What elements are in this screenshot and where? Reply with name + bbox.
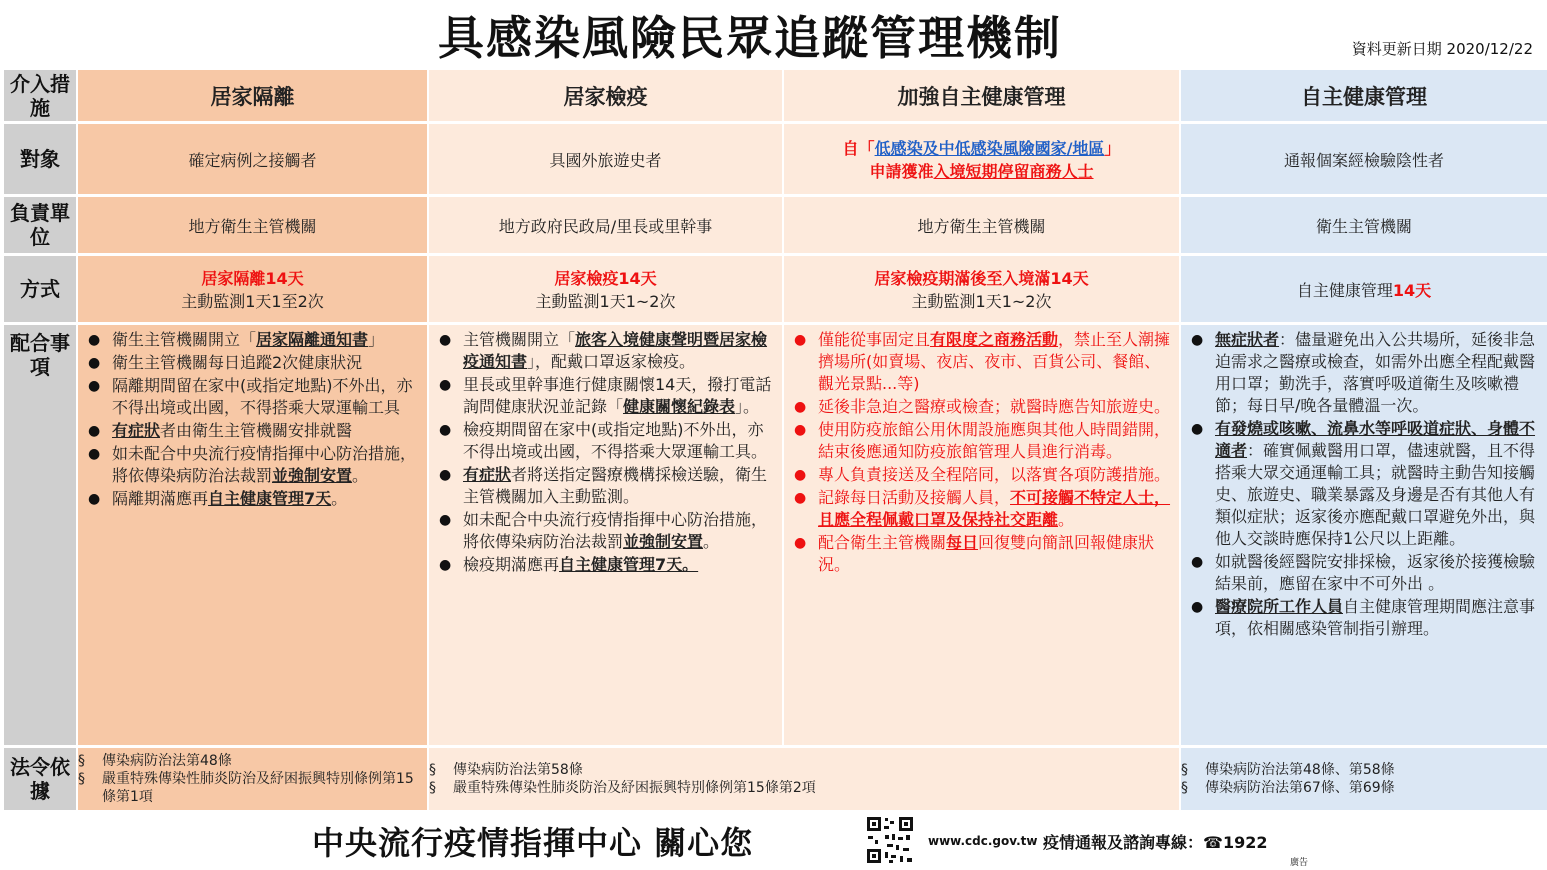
row-head-law: 法令依據 [4,748,76,810]
note-item: ● 如未配合中央流行疫情指揮中心防治措施，將依傳染病防治法裁罰並強制安置。 [86,443,419,487]
notes-home-isolation [78,325,427,745]
law-self-health [1181,748,1547,810]
notes-row [4,325,1547,745]
note-item: ● 主管機關開立「旅客入境健康聲明暨居家檢疫通知書」，配戴口罩返家檢疫。 [437,329,774,373]
update-date: 資料更新日期 2020/12/22 [1351,40,1533,58]
law-row [4,748,1547,810]
unit-self-health: 衛生主管機關 [1181,197,1547,253]
target-self-health: 通報個案經檢驗陰性者 [1181,124,1547,194]
row-head-notes: 配合事項 [4,325,76,745]
low-risk-countries-link[interactable]: 低感染及中低感染風險國家/地區 [874,139,1105,158]
note-item: ● 衛生主管機關開立「居家隔離通知書」 [86,329,419,351]
law-item: § 傳染病防治法第48條 [78,753,232,769]
phone-icon: ☎ [1203,833,1223,852]
notes-self-health [1181,325,1547,745]
note-item: ● 檢疫期滿應再自主健康管理7天。 [437,554,774,576]
method-home-quarantine: 居家檢疫14天 主動監測1天1~2次 [429,256,782,322]
note-item: ● 無症狀者：儘量避免出入公共場所，延後非急迫需求之醫療或檢查，如需外出應全程配戴醫用口罩；勤洗手，落實呼吸道衛生及咳嗽禮節；每日早/晚各量體溫一次。 [1189,329,1539,417]
note-item: ● 配合衛生主管機關每日回復雙向簡訊回報健康狀況。 [792,532,1171,576]
management-table [2,70,1547,810]
note-item: ● 衛生主管機關每日追蹤2次健康狀況 [86,352,419,374]
unit-enhanced-self-health: 地方衛生主管機關 [784,197,1179,253]
row-head-target: 對象 [4,124,76,194]
page-title: 具感染風險民眾追蹤管理機制 [438,11,1062,65]
footer-slogan: 中央流行疫情指揮中心 關心您 [312,824,754,862]
law-item: § 嚴重特殊傳染性肺炎防治及紓困振興特別條例第15條第2項 [429,780,816,796]
note-item: ● 如就醫後經醫院安排採檢，返家後於接獲檢驗結果前，應留在家中不可外出 。 [1189,551,1539,595]
note-item: ● 有發燒或咳嗽、流鼻水等呼吸道症狀、身體不適者：確實佩戴醫用口罩，儘速就醫，且不得搭乘大眾交通運輸工具；就醫時主動告知接觸史、旅遊史、職業暴露及身邊是否有其他人有類似症狀；返家後亦應配戴口罩避免外出，與他人交談時應保持1公尺以上距離。 [1189,418,1539,550]
qr-code-icon [865,815,915,865]
note-item: ● 僅能從事固定且有限度之商務活動，禁止至人潮擁擠場所(如賣場、夜店、夜市、百貨公司、餐館、觀光景點...等) [792,329,1171,395]
col-header-enhanced-self-health: 加強自主健康管理 [784,70,1179,121]
hotline: 疫情通報及諮詢專線：☎1922 [1043,833,1268,852]
note-item: ● 醫療院所工作人員自主健康管理期間應注意事項，依相關感染管制指引辦理。 [1189,596,1539,640]
notes-home-quarantine [429,325,782,745]
row-head-method: 方式 [4,256,76,322]
law-home-isolation [78,748,427,810]
note-item: ● 專人負責接送及全程陪同，以落實各項防護措施。 [792,464,1171,486]
target-enhanced-self-health: 自「低感染及中低感染風險國家/地區」 申請獲准入境短期停留商務人士 [784,124,1179,194]
note-item: ● 有症狀者由衛生主管機關安排就醫 [86,420,419,442]
header-row [4,70,1547,121]
method-home-isolation: 居家隔離14天 主動監測1天1至2次 [78,256,427,322]
target-home-isolation: 確定病例之接觸者 [78,124,427,194]
method-self-health: 自主健康管理14天 [1181,256,1547,322]
method-enhanced-self-health: 居家檢疫期滿後至入境滿14天 主動監測1天1~2次 [784,256,1179,322]
law-item: § 傳染病防治法第58條 [429,762,583,778]
target-home-quarantine: 具國外旅遊史者 [429,124,782,194]
unit-home-isolation: 地方衛生主管機關 [78,197,427,253]
note-item: ● 有症狀者將送指定醫療機構採檢送驗，衛生主管機關加入主動監測。 [437,464,774,508]
law-item: § 傳染病防治法第67條、第69條 [1181,780,1395,796]
row-head-unit: 負責單位 [4,197,76,253]
row-head-measure: 介入措施 [4,70,76,121]
cdc-website[interactable]: www.cdc.gov.tw [928,834,1038,848]
note-item: ● 如未配合中央流行疫情指揮中心防治措施，將依傳染病防治法裁罰並強制安置。 [437,509,774,553]
unit-row [4,197,1547,253]
law-item: § 傳染病防治法第48條、第58條 [1181,762,1395,778]
method-row [4,256,1547,322]
note-item: ● 里長或里幹事進行健康關懷14天，撥打電話詢問健康狀況並記錄「健康關懷紀錄表」。 [437,374,774,418]
note-item: ● 記錄每日活動及接觸人員，不可接觸不特定人士，且應全程佩戴口罩及保持社交距離。 [792,487,1171,531]
note-item: ● 隔離期滿應再自主健康管理7天。 [86,488,419,510]
col-header-home-isolation: 居家隔離 [78,70,427,121]
target-row [4,124,1547,194]
unit-home-quarantine: 地方政府民政局/里長或里幹事 [429,197,782,253]
col-header-self-health: 自主健康管理 [1181,70,1547,121]
col-header-home-quarantine: 居家檢疫 [429,70,782,121]
note-item: ● 檢疫期間留在家中(或指定地點)不外出，亦不得出境或出國，不得搭乘大眾運輸工具。 [437,419,774,463]
ad-label: 廣告 [1290,858,1309,868]
note-item: ● 隔離期間留在家中(或指定地點)不外出，亦不得出境或出國，不得搭乘大眾運輸工具 [86,375,419,419]
note-item: ● 使用防疫旅館公用休閒設施應與其他人時間錯開，結束後應通知防疫旅館管理人員進行消毒。 [792,419,1171,463]
law-quarantine [429,748,1179,810]
note-item: ● 延後非急迫之醫療或檢查；就醫時應告知旅遊史。 [792,396,1171,418]
notes-enhanced-self-health [784,325,1179,745]
law-item: § 嚴重特殊傳染性肺炎防治及紓困振興特別條例第15條第1項 [78,771,414,805]
